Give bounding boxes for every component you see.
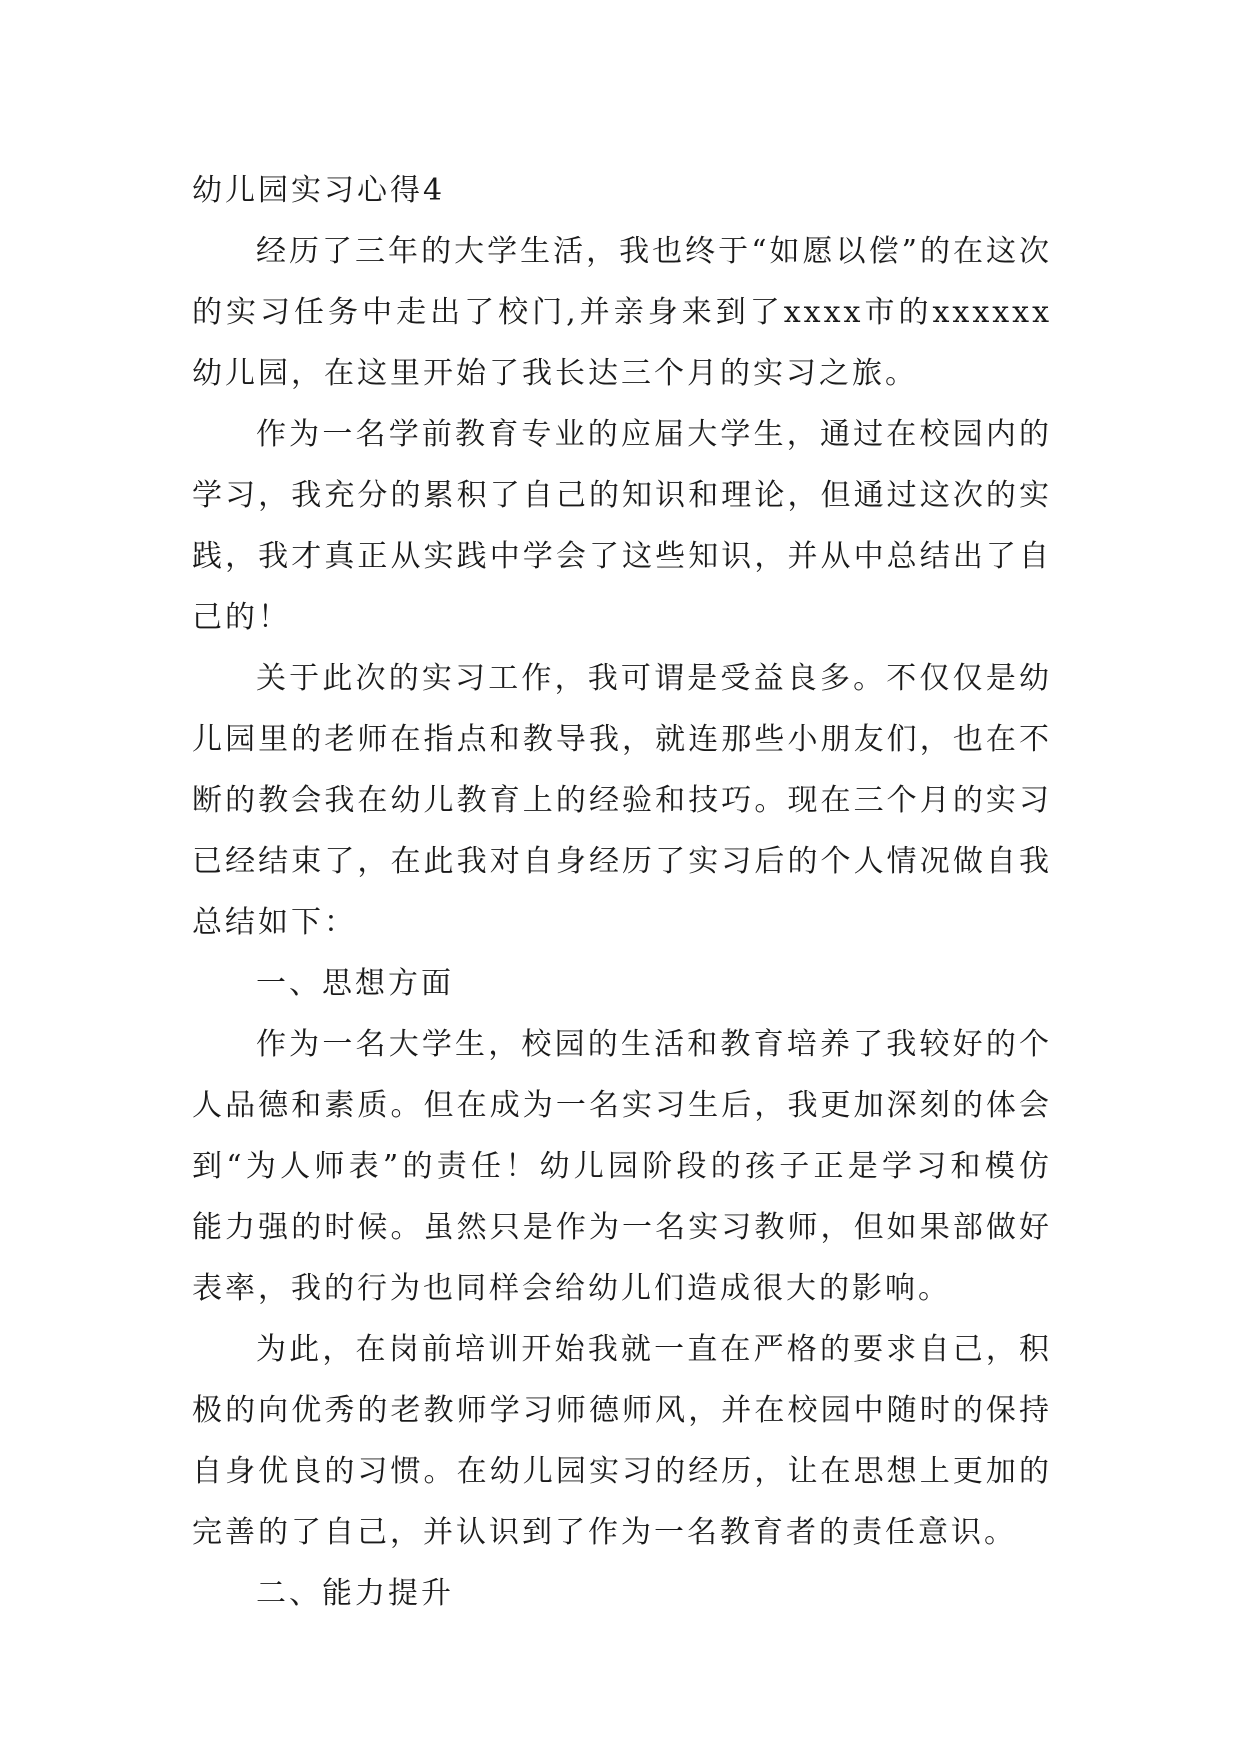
paragraph-5: 为此，在岗前培训开始我就一直在严格的要求自己，积极的向优秀的老教师学习师德师风，并在校园中随时的保持自身优良的习惯。在幼儿园实习的经历，让在思想上更加的完善的了自己，并认识到了作为一名教育者的责任意识。 [192, 1332, 1052, 1550]
document-body [192, 160, 1052, 1624]
paragraph-2: 作为一名学前教育专业的应届大学生，通过在校园内的学习，我充分的累积了自己的知识和理论，但通过这次的实践，我才真正从实践中学会了这些知识，并从中总结出了自己的！ [192, 417, 1052, 635]
document-title: 幼儿园实习心得4 [192, 173, 446, 208]
paragraph-3: 关于此次的实习工作，我可谓是受益良多。不仅仅是幼儿园里的老师在指点和教导我，就连那些小朋友们，也在不断的教会我在幼儿教育上的经验和技巧。现在三个月的实习已经结束了，在此我对自身经历了实习后的个人情况做自我总结如下： [192, 661, 1052, 940]
paragraph-4: 作为一名大学生，校园的生活和教育培养了我较好的个人品德和素质。但在成为一名实习生后，我更加深刻的体会到“为人师表”的责任！幼儿园阶段的孩子正是学习和模仿能力强的时候。虽然只是作为一名实习教师，但如果部做好表率，我的行为也同样会给幼儿们造成很大的影响。 [192, 1027, 1052, 1306]
paragraph-1: 经历了三年的大学生活，我也终于“如愿以偿”的在这次的实习任务中走出了校门,并亲身来到了xxxx市的xxxxxx幼儿园，在这里开始了我长达三个月的实习之旅。 [192, 234, 1052, 391]
section-heading-thought: 一、思想方面 [256, 966, 454, 1001]
section-heading-ability: 二、能力提升 [256, 1576, 454, 1611]
